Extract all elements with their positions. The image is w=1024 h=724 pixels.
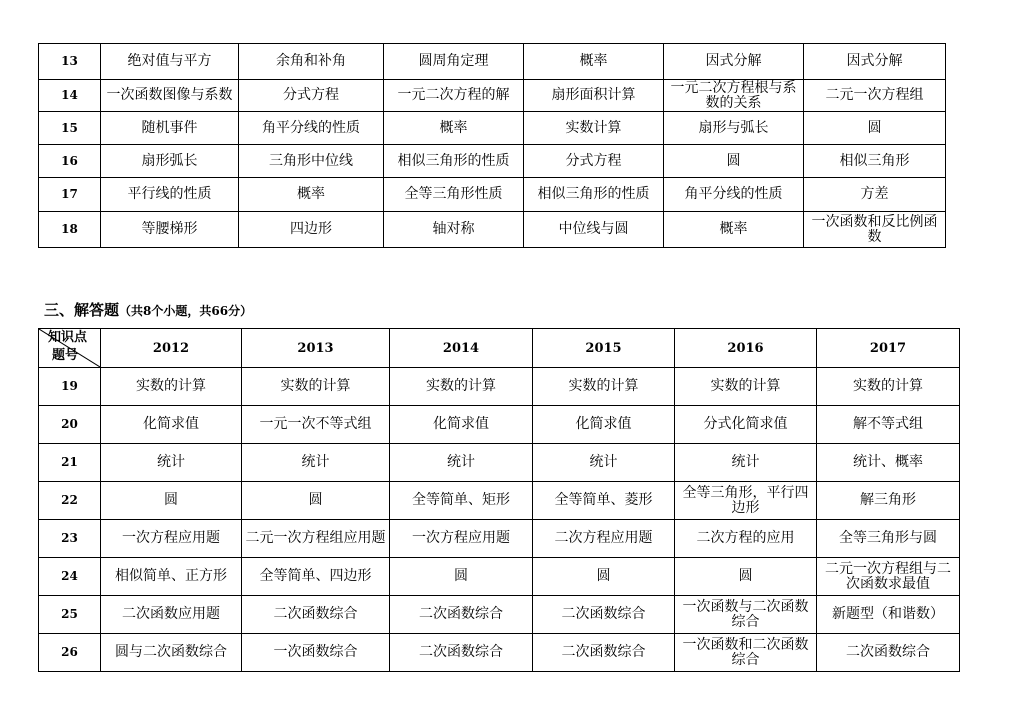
topic-cell: 中位线与圆 (524, 212, 664, 248)
topic-cell: 圆与二次函数综合 (101, 634, 242, 672)
topic-cell: 平行线的性质 (101, 178, 239, 212)
question-number: 14 (39, 80, 101, 112)
topic-cell: 二次函数综合 (533, 634, 675, 672)
topic-cell: 二次函数综合 (242, 596, 390, 634)
topic-cell: 扇形与弧长 (664, 112, 804, 145)
table-row (39, 520, 960, 558)
question-number: 17 (39, 178, 101, 212)
topic-cell: 方差 (804, 178, 946, 212)
topic-cell: 绝对值与平方 (101, 44, 239, 80)
topic-cell: 轴对称 (384, 212, 524, 248)
bottom-topics-table (38, 328, 960, 672)
topic-cell: 实数的计算 (533, 368, 675, 406)
table-row (39, 178, 946, 212)
topic-cell: 等腰梯形 (101, 212, 239, 248)
year-header: 2017 (817, 329, 960, 368)
topic-cell: 一次函数综合 (242, 634, 390, 672)
topic-cell: 概率 (239, 178, 384, 212)
topic-cell: 统计 (101, 444, 242, 482)
topic-cell: 圆 (533, 558, 675, 596)
topic-cell: 实数计算 (524, 112, 664, 145)
table-row (39, 444, 960, 482)
table-row (39, 212, 946, 248)
topic-cell: 二次方程的应用 (675, 520, 817, 558)
topic-cell: 二次函数综合 (390, 634, 533, 672)
topic-cell: 分式方程 (524, 145, 664, 178)
topic-cell: 解不等式组 (817, 406, 960, 444)
top-topics-table (38, 43, 946, 248)
topic-cell: 角平分线的性质 (664, 178, 804, 212)
topic-cell: 实数的计算 (817, 368, 960, 406)
topic-cell: 概率 (664, 212, 804, 248)
topic-cell: 化简求值 (533, 406, 675, 444)
table-row (39, 368, 960, 406)
topic-cell: 实数的计算 (242, 368, 390, 406)
topic-cell: 实数的计算 (390, 368, 533, 406)
topic-cell: 实数的计算 (675, 368, 817, 406)
topic-cell: 统计 (390, 444, 533, 482)
topic-cell: 一次方程应用题 (101, 520, 242, 558)
question-number: 24 (39, 558, 101, 596)
corner-label-question: 题号 (52, 348, 79, 363)
topic-cell: 化简求值 (390, 406, 533, 444)
topic-cell: 扇形面积计算 (524, 80, 664, 112)
table-row (39, 80, 946, 112)
topic-cell: 二次函数综合 (533, 596, 675, 634)
header-row (39, 329, 960, 368)
topic-cell: 概率 (524, 44, 664, 80)
topic-cell: 实数的计算 (101, 368, 242, 406)
topic-cell: 一元二次方程根与系数的关系 (664, 80, 804, 112)
topic-cell: 二元一次方程组应用题 (242, 520, 390, 558)
question-number: 23 (39, 520, 101, 558)
question-number: 15 (39, 112, 101, 145)
topic-cell: 二次函数综合 (390, 596, 533, 634)
topic-cell: 因式分解 (804, 44, 946, 80)
topic-cell: 圆 (675, 558, 817, 596)
topic-cell: 全等三角形性质 (384, 178, 524, 212)
topic-cell: 二元一次方程组 (804, 80, 946, 112)
topic-cell: 新题型（和谐数） (817, 596, 960, 634)
topic-cell: 圆 (101, 482, 242, 520)
year-header: 2015 (533, 329, 675, 368)
topic-cell: 概率 (384, 112, 524, 145)
topic-cell: 二次函数综合 (817, 634, 960, 672)
topic-cell: 一次方程应用题 (390, 520, 533, 558)
topic-cell: 四边形 (239, 212, 384, 248)
table-row (39, 558, 960, 596)
table-row (39, 112, 946, 145)
question-number: 22 (39, 482, 101, 520)
topic-cell: 一元一次不等式组 (242, 406, 390, 444)
topic-cell: 解三角形 (817, 482, 960, 520)
topic-cell: 分式方程 (239, 80, 384, 112)
topic-cell: 全等三角形与圆 (817, 520, 960, 558)
topic-cell: 统计 (533, 444, 675, 482)
topic-cell: 因式分解 (664, 44, 804, 80)
topic-cell: 相似三角形的性质 (384, 145, 524, 178)
table-row (39, 406, 960, 444)
topic-cell: 统计、概率 (817, 444, 960, 482)
section-subtitle: （共8个小题，共66分） (119, 304, 253, 318)
topic-cell: 扇形弧长 (101, 145, 239, 178)
topic-cell: 一元二次方程的解 (384, 80, 524, 112)
topic-cell: 圆 (804, 112, 946, 145)
question-number: 19 (39, 368, 101, 406)
topic-cell: 圆 (390, 558, 533, 596)
question-number: 21 (39, 444, 101, 482)
year-header: 2012 (101, 329, 242, 368)
corner-label-topic: 知识点 (48, 330, 88, 345)
question-number: 25 (39, 596, 101, 634)
table-row (39, 44, 946, 80)
section-title: 三、解答题 (44, 301, 120, 319)
topic-cell: 统计 (675, 444, 817, 482)
topic-cell: 二元一次方程组与二次函数求最值 (817, 558, 960, 596)
year-header: 2014 (390, 329, 533, 368)
topic-cell: 角平分线的性质 (239, 112, 384, 145)
topic-cell: 二次函数应用题 (101, 596, 242, 634)
topic-cell: 三角形中位线 (239, 145, 384, 178)
year-header: 2013 (242, 329, 390, 368)
topic-cell: 二次方程应用题 (533, 520, 675, 558)
table-row (39, 482, 960, 520)
question-number: 16 (39, 145, 101, 178)
topic-cell: 一次函数图像与系数 (101, 80, 239, 112)
topic-cell: 全等简单、矩形 (390, 482, 533, 520)
topic-cell: 随机事件 (101, 112, 239, 145)
topic-cell: 余角和补角 (239, 44, 384, 80)
topic-cell: 相似简单、正方形 (101, 558, 242, 596)
topic-cell: 全等简单、四边形 (242, 558, 390, 596)
question-number: 18 (39, 212, 101, 248)
topic-cell: 相似三角形 (804, 145, 946, 178)
topic-cell: 圆 (242, 482, 390, 520)
table-row (39, 596, 960, 634)
section-heading (44, 299, 252, 320)
topic-cell: 全等简单、菱形 (533, 482, 675, 520)
topic-cell: 分式化简求值 (675, 406, 817, 444)
year-header: 2016 (675, 329, 817, 368)
question-number: 20 (39, 406, 101, 444)
topic-cell: 统计 (242, 444, 390, 482)
topic-cell: 一次函数与二次函数综合 (675, 596, 817, 634)
topic-cell: 圆 (664, 145, 804, 178)
topic-cell: 一次函数和反比例函数 (804, 212, 946, 248)
corner-header-cell (39, 329, 101, 368)
table-row (39, 634, 960, 672)
topic-cell: 全等三角形，平行四边形 (675, 482, 817, 520)
topic-cell: 相似三角形的性质 (524, 178, 664, 212)
table-row (39, 145, 946, 178)
question-number: 26 (39, 634, 101, 672)
topic-cell: 一次函数和二次函数综合 (675, 634, 817, 672)
question-number: 13 (39, 44, 101, 80)
topic-cell: 化简求值 (101, 406, 242, 444)
topic-cell: 圆周角定理 (384, 44, 524, 80)
